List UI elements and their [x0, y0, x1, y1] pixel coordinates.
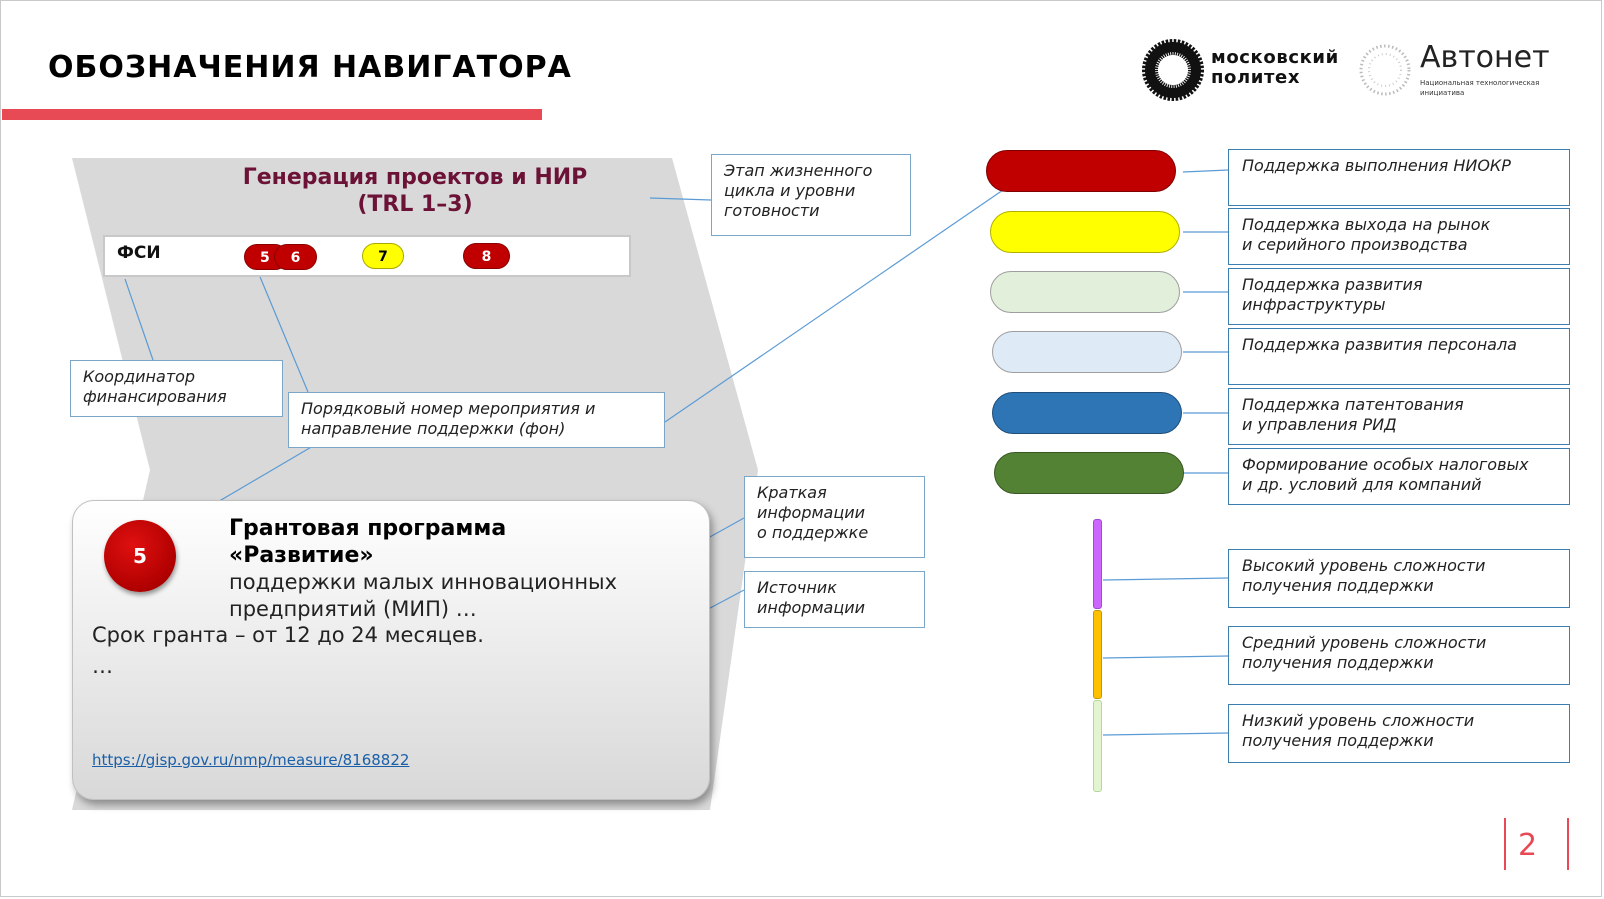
- measure-card-title: [229, 515, 506, 569]
- level-connector-3: [1103, 733, 1228, 735]
- legend-swatch-green: [994, 452, 1184, 494]
- callout-stage-line2: цикла и уровни: [724, 181, 856, 200]
- legend-item-rnd-text: Поддержка выполнения НИОКР: [1242, 156, 1511, 175]
- callout-measure-number-line1: Порядковый номер мероприятия и: [301, 399, 596, 418]
- avtonet-tagline-line2: инициатива: [1420, 89, 1465, 97]
- level-item-low-line1: Низкий уровень сложности: [1242, 711, 1475, 730]
- level-item-medium: [1228, 626, 1570, 685]
- measure-pill-5[interactable]: 5: [244, 244, 288, 270]
- page-number-divider-left: [1504, 818, 1506, 870]
- level-item-low: [1228, 704, 1570, 763]
- callout-brief-info-line2: информации: [757, 503, 866, 522]
- legend-item-market-line1: Поддержка выхода на рынок: [1242, 215, 1491, 234]
- legend-swatch-red: [986, 150, 1176, 192]
- level-item-high-line2: получения поддержки: [1242, 576, 1434, 595]
- legend-swatch-blue: [992, 392, 1182, 434]
- measure-number-badge: 5: [104, 520, 176, 592]
- level-item-medium-line2: получения поддержки: [1242, 653, 1434, 672]
- level-bar-medium: [1093, 610, 1102, 699]
- measure-card-title-line2: «Развитие»: [229, 543, 374, 568]
- callout-brief-info-line3: о поддержке: [757, 523, 869, 542]
- callout-brief-info: [744, 476, 925, 558]
- callout-stage: [711, 154, 911, 236]
- measure-card-title-line1: Грантовая программа: [229, 516, 507, 541]
- level-bar-low: [1093, 700, 1102, 792]
- callout-brief-info-line1: Краткая: [757, 483, 827, 502]
- legend-item-patents-line2: и управления РИД: [1242, 415, 1397, 434]
- callout-coordinator-line1: Координатор: [83, 367, 196, 386]
- legend-item-personnel-text: Поддержка развития персонала: [1242, 335, 1517, 354]
- callout-coordinator-line2: финансирования: [83, 387, 227, 406]
- level-item-medium-line1: Средний уровень сложности: [1242, 633, 1487, 652]
- mospolytech-line2: политех: [1211, 67, 1301, 88]
- measure-card-term: Срок гранта – от 12 до 24 месяцев.: [92, 623, 484, 647]
- page-number: 2: [1518, 828, 1538, 863]
- level-item-high-line1: Высокий уровень сложности: [1242, 556, 1486, 575]
- stage-title-line2: (TRL 1–3): [357, 192, 473, 217]
- legend-item-personnel: [1228, 328, 1570, 385]
- measure-card-subtitle-line2: предприятий (МИП) …: [229, 597, 477, 621]
- stage-title: [230, 164, 600, 218]
- page-number-divider-right: [1567, 818, 1569, 870]
- measure-card-subtitle-line1: поддержки малых инновационных: [229, 570, 618, 594]
- measure-pill-8[interactable]: 8: [463, 243, 510, 269]
- legend-item-rnd: [1228, 149, 1570, 206]
- stage-title-line1: Генерация проектов и НИР: [242, 165, 588, 190]
- legend-item-infrastructure-line2: инфраструктуры: [1242, 295, 1386, 314]
- legend-swatch-light-green: [990, 271, 1180, 313]
- legend-connector-1: [1183, 170, 1228, 172]
- source-link[interactable]: https://gisp.gov.ru/nmp/measure/8168822: [92, 751, 410, 769]
- level-bar-high: [1093, 519, 1102, 609]
- avtonet-tagline-line1: Национальная технологическая: [1420, 79, 1540, 87]
- measure-card-ellipsis: …: [92, 654, 113, 678]
- legend-item-tax: [1228, 448, 1570, 505]
- avtonet-wordmark: Автонет: [1420, 40, 1550, 75]
- callout-coordinator: [70, 360, 283, 417]
- level-item-high: [1228, 549, 1570, 608]
- callout-stage-line3: готовности: [724, 201, 820, 220]
- level-connector-2: [1103, 656, 1228, 658]
- legend-item-patents: [1228, 388, 1570, 445]
- level-item-low-line2: получения поддержки: [1242, 731, 1434, 750]
- legend-item-patents-line1: Поддержка патентования: [1242, 395, 1464, 414]
- callout-source: [744, 571, 925, 628]
- measure-pill-7[interactable]: 7: [362, 243, 404, 269]
- callout-source-line2: информации: [757, 598, 866, 617]
- legend-item-infrastructure-line1: Поддержка развития: [1242, 275, 1423, 294]
- legend-item-infrastructure: [1228, 268, 1570, 325]
- page-title: ОБОЗНАЧЕНИЯ НАВИГАТОРА: [48, 50, 572, 85]
- legend-item-tax-line2: и др. условий для компаний: [1242, 475, 1482, 494]
- measure-pill-6[interactable]: 6: [274, 244, 317, 270]
- legend-item-market-line2: и серийного производства: [1242, 235, 1468, 254]
- callout-measure-number: [288, 392, 665, 448]
- callout-source-line1: Источник: [757, 578, 837, 597]
- legend-item-tax-line1: Формирование особых налоговых: [1242, 455, 1529, 474]
- legend-swatch-yellow: [990, 211, 1180, 253]
- legend-item-market: [1228, 208, 1570, 265]
- callout-measure-number-line2: направление поддержки (фон): [301, 419, 566, 438]
- callout-stage-line1: Этап жизненного: [724, 161, 873, 180]
- legend-swatch-light-blue: [992, 331, 1182, 373]
- level-connector-1: [1103, 578, 1228, 580]
- measure-card-subtitle: [229, 569, 617, 623]
- coordinator-name: ФСИ: [117, 243, 161, 263]
- mospolytech-line1: московский: [1211, 47, 1339, 68]
